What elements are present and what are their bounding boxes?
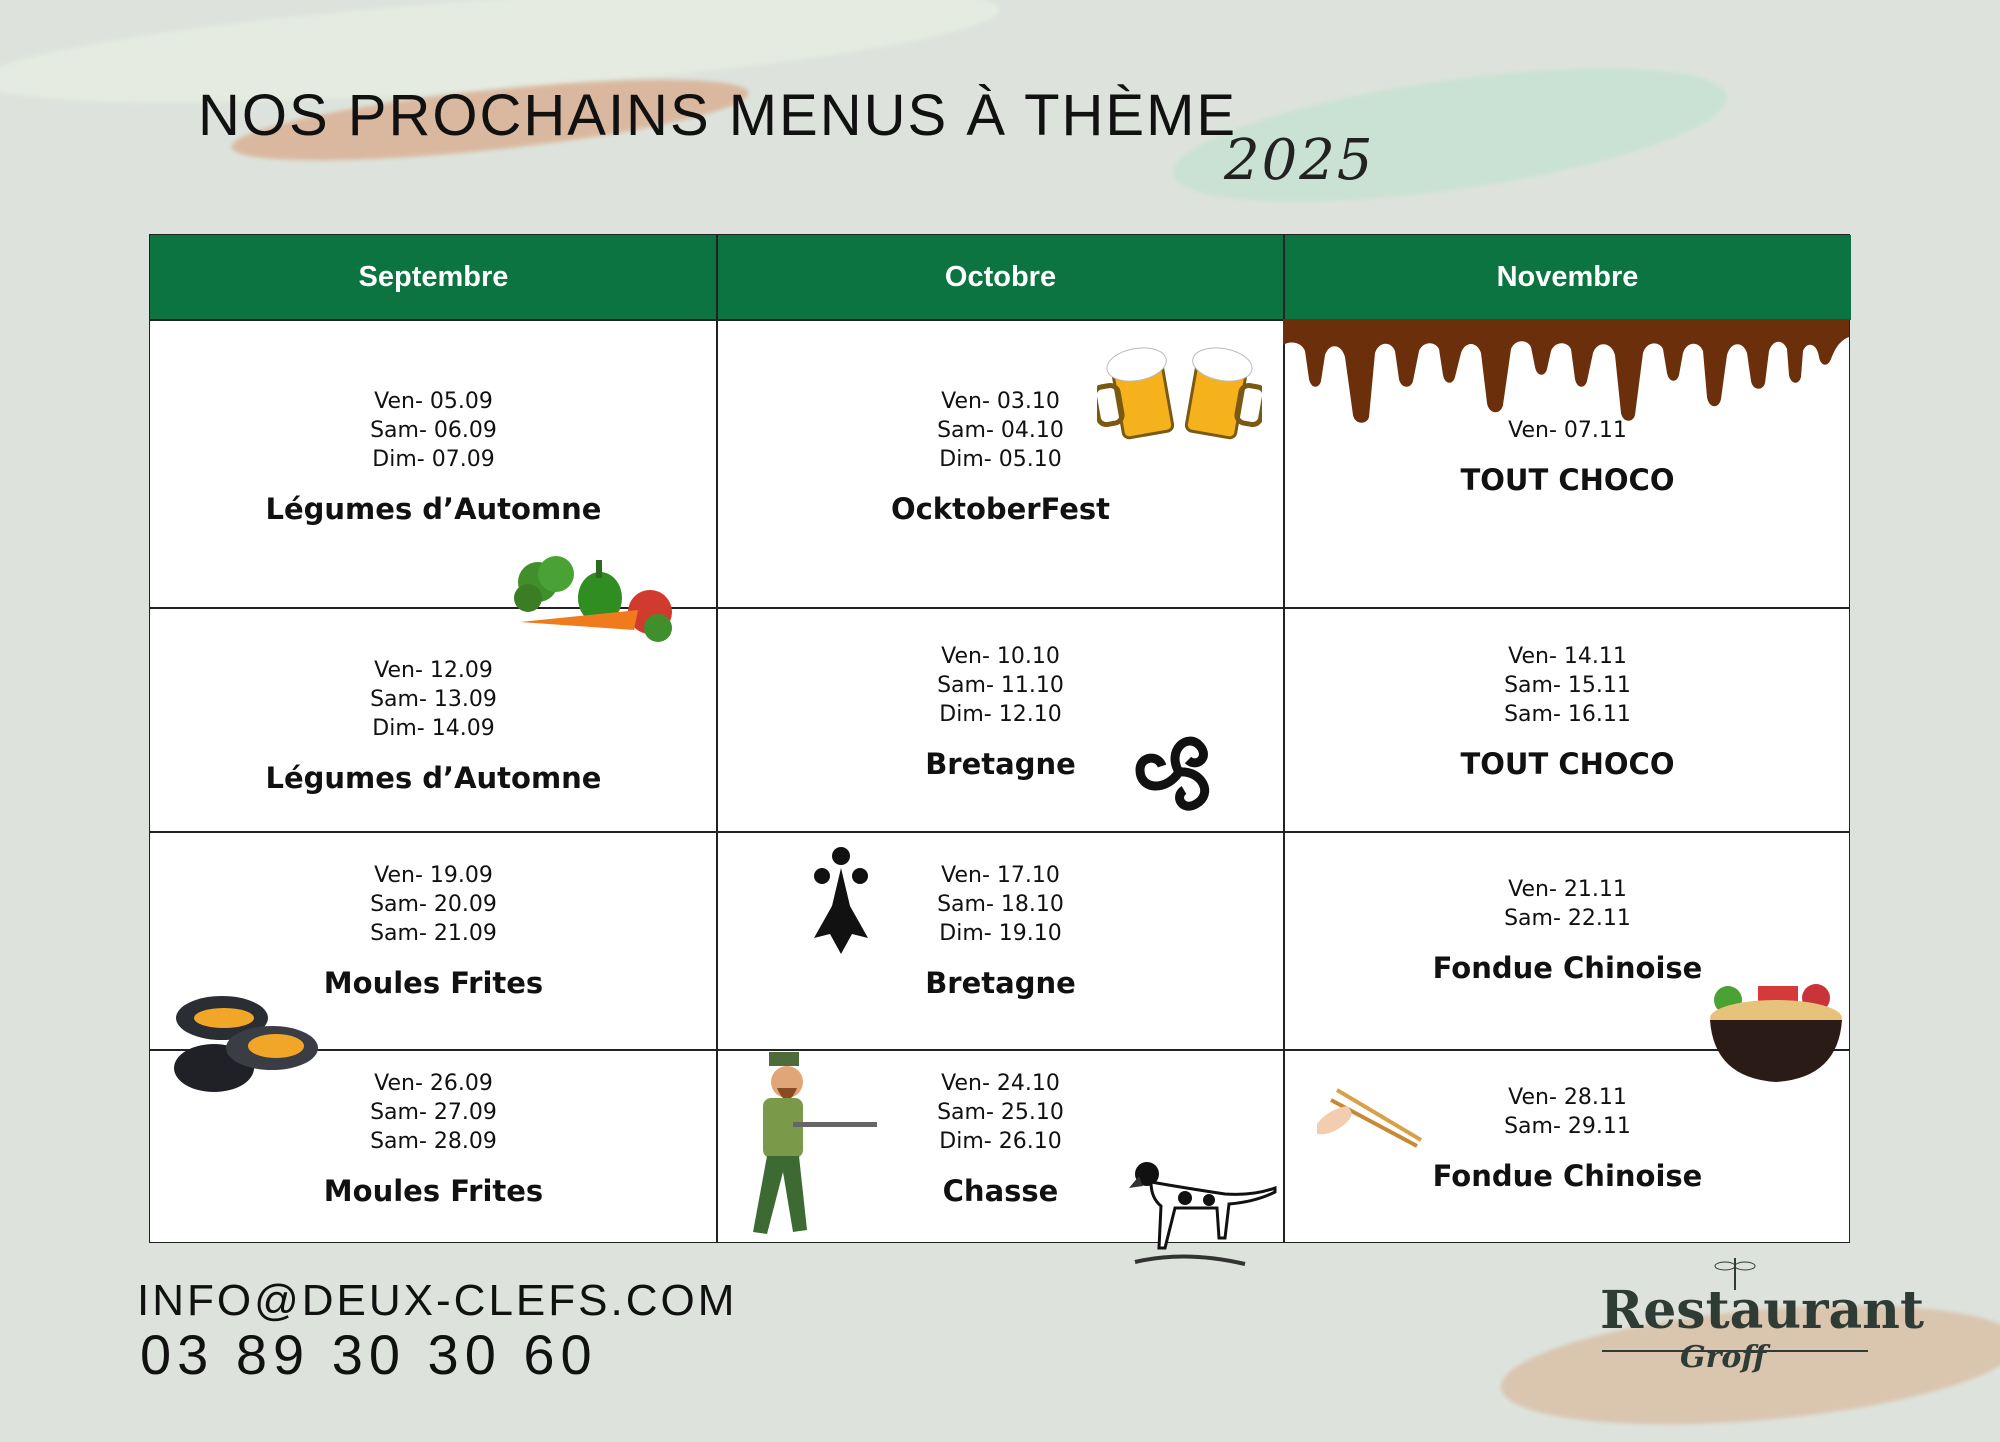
year-label: 2025 (1224, 128, 1375, 193)
menu-theme: Moules Frites (323, 966, 544, 1000)
date-line: Ven- 07.11 (1508, 418, 1627, 443)
mussels-icon (172, 988, 322, 1100)
date-line: Sam- 15.11 (1504, 673, 1631, 698)
date-line: Dim- 14.09 (372, 716, 495, 741)
date-line: Sam- 13.09 (370, 687, 497, 712)
date-line: Sam- 06.09 (370, 418, 497, 443)
date-line: Dim- 07.09 (372, 447, 495, 472)
header-novembre: Novembre (1284, 235, 1851, 320)
menu-theme: Fondue Chinoise (1432, 951, 1703, 985)
dog-icon (1125, 1158, 1285, 1273)
date-line: Sam- 27.09 (370, 1100, 497, 1125)
date-line: Sam- 29.11 (1504, 1114, 1631, 1139)
date-line: Sam- 16.11 (1504, 702, 1631, 727)
date-line: Sam- 20.09 (370, 892, 497, 917)
date-line: Ven- 12.09 (374, 658, 493, 683)
menu-theme: Moules Frites (323, 1174, 544, 1208)
date-line: Sam- 11.10 (937, 673, 1064, 698)
chocolate-drip-icon (1283, 319, 1849, 424)
menu-cell (150, 387, 717, 526)
menu-theme: Légumes d’Automne (265, 761, 602, 795)
date-line: Dim- 12.10 (939, 702, 1062, 727)
restaurant-logo (1600, 1256, 1925, 1396)
row-divider (150, 1049, 1849, 1051)
date-line: Ven- 26.09 (374, 1071, 493, 1096)
date-line: Sam- 28.09 (370, 1129, 497, 1154)
page-title: NOS PROCHAINS MENUS À THÈME (198, 83, 1238, 148)
menu-theme: Chasse (942, 1174, 1059, 1208)
menu-cell (1284, 642, 1851, 781)
vegetables-icon (508, 552, 688, 652)
date-line: Ven- 21.11 (1508, 877, 1627, 902)
menu-theme: Bretagne (925, 966, 1076, 1000)
menu-cell (150, 861, 717, 1000)
menu-theme: TOUT CHOCO (1460, 463, 1675, 497)
date-line: Ven- 19.09 (374, 863, 493, 888)
header-septembre: Septembre (150, 235, 717, 320)
menu-cell (1284, 875, 1851, 985)
logo-name: Restaurant (1600, 1280, 1925, 1341)
chopsticks-icon (1317, 1084, 1423, 1148)
date-line: Ven- 10.10 (941, 644, 1060, 669)
date-line: Ven- 05.09 (374, 389, 493, 414)
menu-theme: Bretagne (925, 747, 1076, 781)
beer-mugs-icon (1097, 330, 1262, 445)
menu-cell (1284, 416, 1851, 497)
menu-cell (150, 656, 717, 795)
date-line: Sam- 04.10 (937, 418, 1064, 443)
triskele-icon (1126, 720, 1232, 820)
logo-sub: Groff (1680, 1340, 1767, 1375)
menu-theme: TOUT CHOCO (1460, 747, 1675, 781)
date-line: Sam- 25.10 (937, 1100, 1064, 1125)
menu-theme: Légumes d’Automne (265, 492, 602, 526)
header-octobre: Octobre (717, 235, 1284, 320)
date-line: Dim- 19.10 (939, 921, 1062, 946)
menu-theme: Fondue Chinoise (1432, 1159, 1703, 1193)
row-divider (150, 831, 1849, 833)
date-line: Ven- 24.10 (941, 1071, 1060, 1096)
date-line: Ven- 28.11 (1508, 1085, 1627, 1110)
hot-pot-icon (1706, 978, 1846, 1088)
ermine-icon (806, 846, 876, 956)
row-divider (150, 607, 1849, 609)
hunter-icon (733, 1052, 878, 1242)
contact-email[interactable]: INFO@DEUX-CLEFS.COM (137, 1276, 738, 1325)
contact-phone[interactable]: 03 89 30 30 60 (140, 1323, 598, 1386)
date-line: Ven- 03.10 (941, 389, 1060, 414)
date-line: Ven- 17.10 (941, 863, 1060, 888)
date-line: Sam- 22.11 (1504, 906, 1631, 931)
date-line: Dim- 26.10 (939, 1129, 1062, 1154)
menu-cell (717, 861, 1284, 1000)
date-line: Sam- 18.10 (937, 892, 1064, 917)
date-line: Ven- 14.11 (1508, 644, 1627, 669)
menu-theme: OcktoberFest (890, 492, 1111, 526)
date-line: Sam- 21.09 (370, 921, 497, 946)
date-line: Dim- 05.10 (939, 447, 1062, 472)
